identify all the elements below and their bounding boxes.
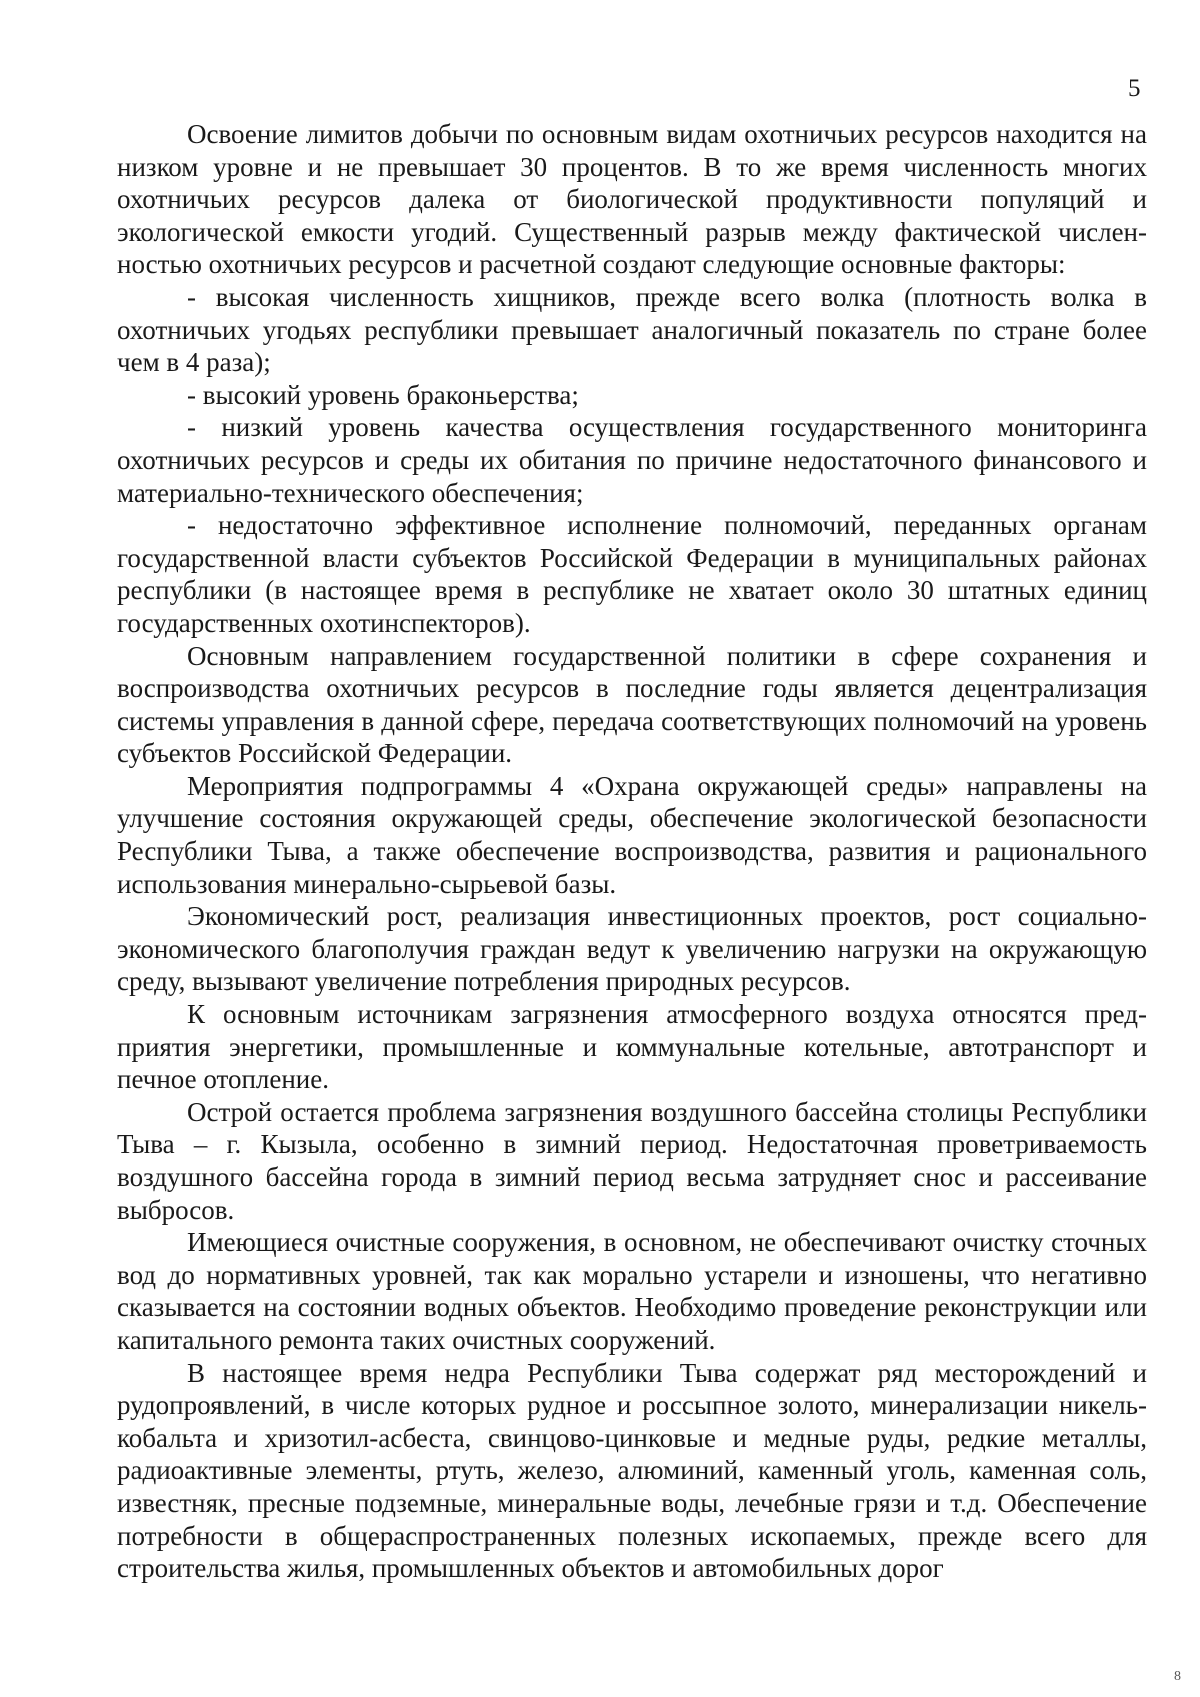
page-number: 5 bbox=[1128, 75, 1141, 102]
paragraph-authority: - недостаточно эффективное исполнение полномочий, переданных органам государственной власти субъектов Российской Федерации в муниципальных районах республики (в настоящее время в республике не хватает около 30 штатных единиц государственных охотинспекторов). bbox=[117, 510, 1147, 638]
paragraph-predators: - высокая численность хищников, прежде всего волка (плотность волка в охотничьих угодьях республики превышает аналогичный показатель по стране более чем в 4 раза); bbox=[117, 281, 1147, 378]
paragraph-air-pollution-sources: К основным источникам загрязнения атмосферного воздуха относятся предприятия энергетики, промышленные и коммунальные котельные, автотранспорт и печное отопление. bbox=[117, 999, 1147, 1095]
paragraph-kyzyl-air: Острой остается проблема загрязнения воздушного бассейна столицы Республики Тыва – г. Кызыла, особенно в зимний период. Недостаточная проветриваемость воздушного бассейна города в зимний период весьма затрудняет снос и рассеивание выбросов. bbox=[117, 1096, 1147, 1225]
paragraph-subprogram-4: Мероприятия подпрограммы 4 «Охрана окружающей среды» направлены на улучшение состояния окружающей среды, обеспечение экологической безопасности Республики Тыва, а также обеспечение воспроизводства, развития и рационального использования минерально-сырьевой базы. bbox=[117, 770, 1147, 899]
margin-mark: 8 bbox=[1174, 1669, 1181, 1684]
paragraph-economic-growth: Экономический рост, реализация инвестиционных проектов, рост социально-экономического благополучия граждан ведут к увеличению нагрузки на окружающую среду, вызывают увеличение потребления природных ресурсов. bbox=[117, 901, 1147, 997]
paragraph-poaching: - высокий уровень браконьерства; bbox=[187, 379, 579, 410]
paragraph-monitoring: - низкий уровень качества осуществления государственного мониторинга охотничьих ресурсов и среды их обитания по причине недостаточного финансового и материально-технического обеспечения; bbox=[117, 412, 1147, 508]
paragraph-hunting-limits: Освоение лимитов добычи по основным видам охотничьих ресурсов находится на низком уровне и не превышает 30 процентов. В то же время численность многих охотничьих ресурсов далека от биологической продуктивности популяций и экологической емкости угодий. Существенный разрыв между фактической численностью охотничьих ресурсов и расчетной создают следующие основные факторы: bbox=[117, 119, 1147, 280]
paragraph-treatment-facilities: Имеющиеся очистные сооружения, в основном, не обеспечивают очистку сточных вод до нормативных уровней, так как морально устарели и изношены, что негативно сказывается на состоянии водных объектов. Необходимо проведение реконструкции или капитального ремонта таких очистных сооружений. bbox=[117, 1227, 1147, 1355]
document-body bbox=[117, 118, 1147, 1585]
paragraph-state-policy: Основным направлением государственной политики в сфере сохранения и воспроизводства охотничьих ресурсов в последние годы является децентрализация системы управления в данной сфере, передача соответствующих полномочий на уровень субъектов Российской Федерации. bbox=[117, 640, 1147, 769]
paragraph-mineral-resources: В настоящее время недра Республики Тыва содержат ряд месторождений и рудопроявлений, в числе которых рудное и россыпное золото, минерализации никель-кобальта и хризотил-асбеста, свинцово-цинковые и медные руды, редкие металлы, радиоактивные элементы, ртуть, железо, алюминий, каменный уголь, каменная соль, известняк, пресные подземные, минеральные воды, лечебные грязи и т.д. Обеспечение потребности в общераспространенных полезных ископаемых, прежде всего для строительства жилья, промышленных объектов и автомобильных дорог bbox=[117, 1357, 1147, 1584]
